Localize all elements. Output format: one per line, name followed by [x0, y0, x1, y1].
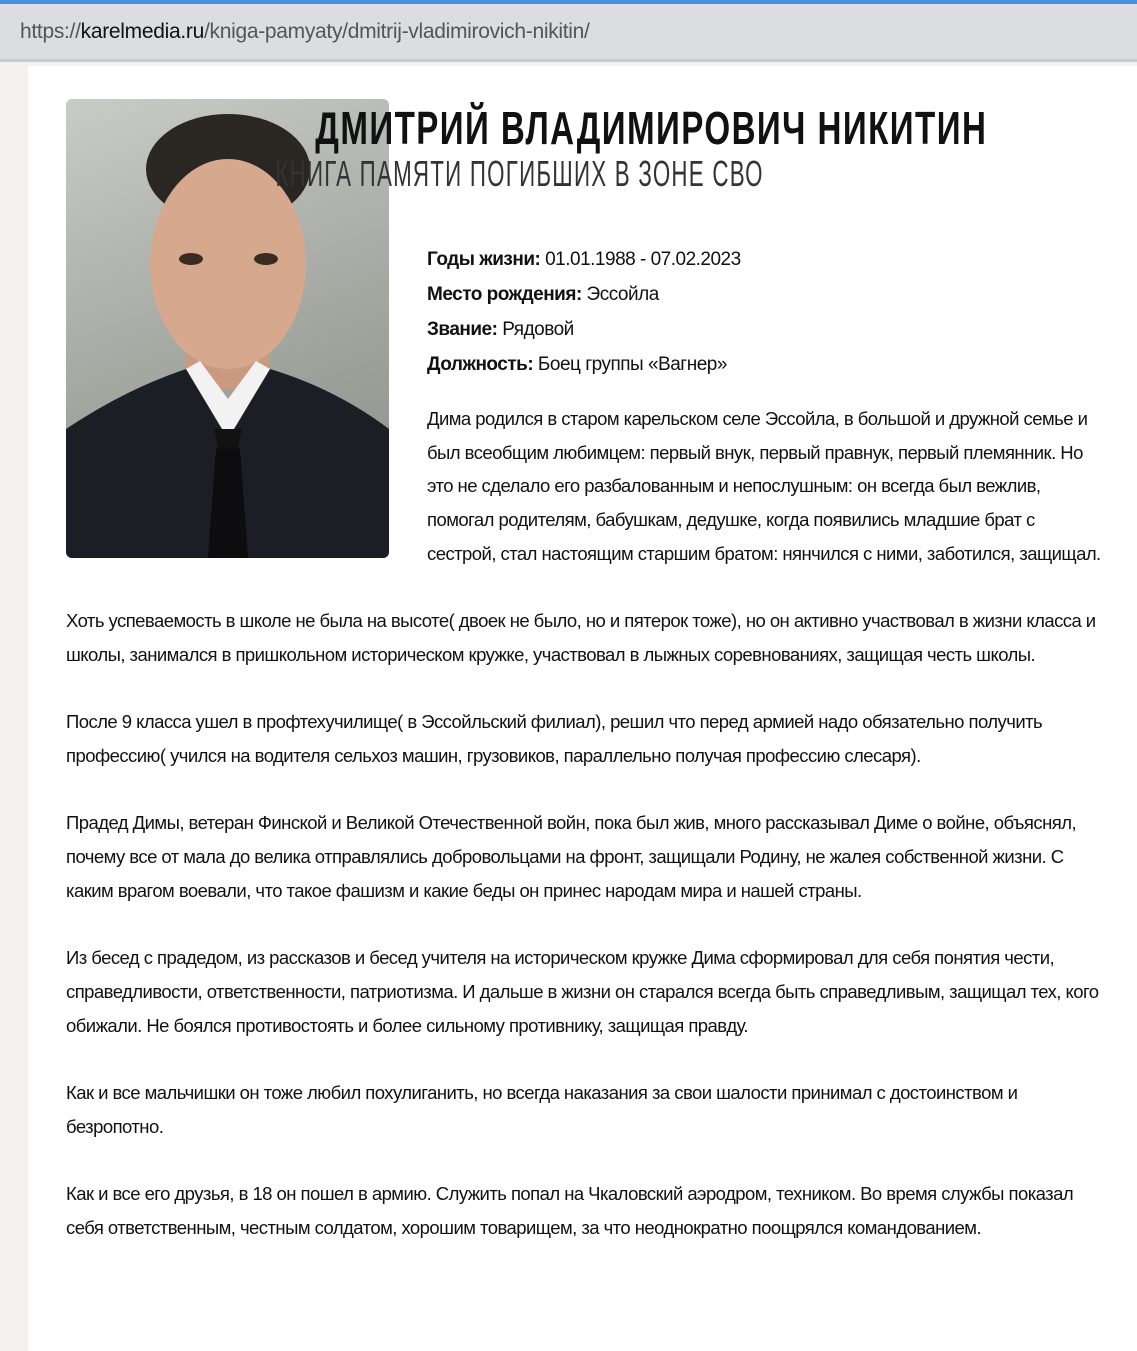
fact-rank: Звание: Рядовой	[427, 319, 574, 340]
memorial-page	[28, 66, 1137, 1351]
page-subtitle: КНИГА ПАМЯТИ ПОГИБШИХ В ЗОНЕ СВО	[275, 153, 764, 194]
bio-paragraph: Прадед Димы, ветеран Финской и Великой Отечественной войн, пока был жив, много рассказывал Диме о войне, объяснял, почему все от мала до велика отправлялись добровольцами на фронт, защищали Родину, не жалея собственной жизни. С каким врагом воевали, что такое фашизм и какие беды он принес народам мира и нашей страны.	[66, 812, 1077, 901]
address-bar[interactable]	[0, 4, 1137, 62]
url-host: karelmedia.ru	[80, 19, 204, 43]
fact-position: Должность: Боец группы «Вагнер»	[427, 354, 727, 375]
url-path: /kniga-pamyaty/dmitrij-vladimirovich-nikitin/	[203, 19, 590, 43]
bio-paragraph: Дима родился в старом карельском селе Эссойла, в большой и дружной семье и был всеобщим любимцем: первый внук, первый правнук, первый племянник. Но это не сделало его разбалованным и непослушным: он всегда был вежлив, помогал родителям, бабушкам, дедушке, когда появились младшие брат с сестрой, стал настоящим старшим братом: нянчился с ними, заботился, защищал.	[427, 408, 1101, 564]
bio-paragraph: Хоть успеваемость в школе не была на высоте( двоек не было, но и пятерок тоже), но он активно участвовал в жизни класса и школы, занимался в пришкольном историческом кружке, участвовал в лыжных соревнованиях, защищая честь школы.	[66, 610, 1096, 665]
bio-paragraph: Из бесед с прадедом, из рассказов и бесед учителя на историческом кружке Дима сформировал для себя понятия чести, справедливости, ответственности, патриотизма. И дальше в жизни он старался всегда быть справедливым, защищал тех, кого обижали. Не боялся противостоять и более сильному противнику, защищая правду.	[66, 947, 1099, 1036]
url-scheme: https://	[20, 19, 81, 43]
bio-paragraph: Как и все мальчишки он тоже любил похулиганить, но всегда наказания за свои шалости принимал с достоинством и безропотно.	[66, 1081, 1018, 1137]
fact-birthplace: Место рождения: Эссойла	[427, 284, 659, 305]
bio-paragraph: Как и все его друзья, в 18 он пошел в армию. Служить попал на Чкаловский аэродром, техником. Во время службы показал себя ответственным, честным солдатом, хорошим товарищем, за что неоднократно поощрялся командованием.	[66, 1183, 1074, 1238]
person-name: ДМИТРИЙ ВЛАДИМИРОВИЧ НИКИТИН	[315, 102, 988, 154]
bio-paragraph: После 9 класса ушел в профтехучилище( в Эссойльский филиал), решил что перед армией надо обязательно получить профессию( учился на водителя сельхоз машин, грузовиков, параллельно получая профессию слесаря).	[66, 711, 1043, 766]
fact-years: Годы жизни: 01.01.1988 - 07.02.2023	[427, 249, 741, 270]
